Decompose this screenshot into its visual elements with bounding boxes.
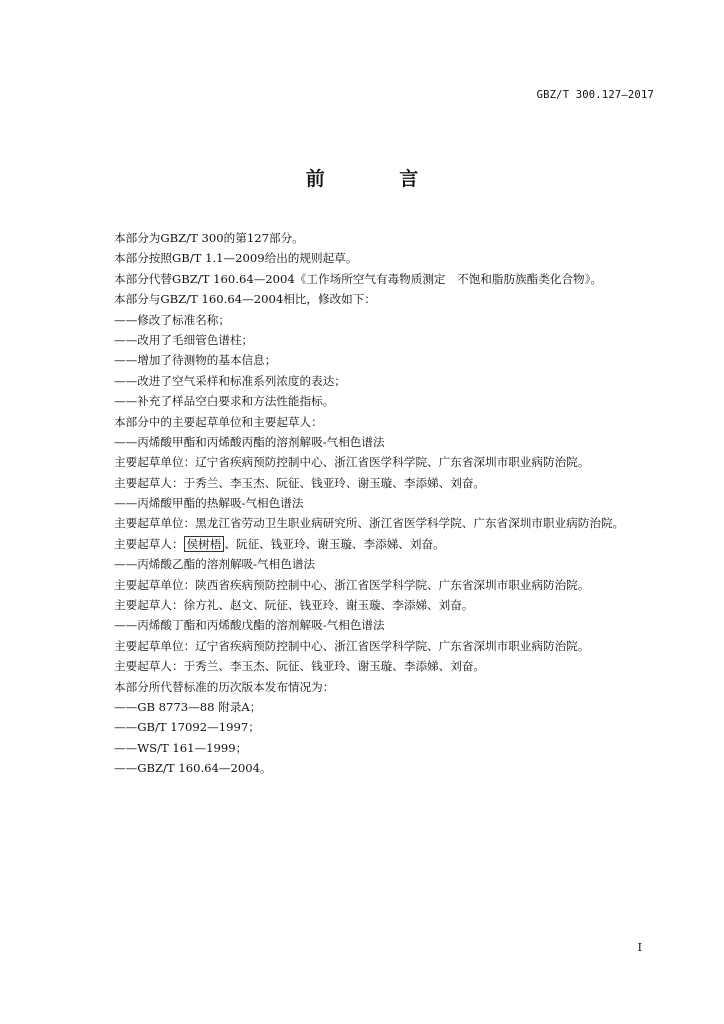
- body-line: 本部分代替GBZ/T 160.64—2004《工作场所空气有毒物质测定 不饱和脂肪族酯类化合物》。: [114, 271, 603, 286]
- drafting-units: 主要起草单位：辽宁省疾病预防控制中心、浙江省医学科学院、广东省深圳市职业病防治院。: [114, 638, 590, 653]
- drafters: 主要起草人：于秀兰、李玉杰、阮征、钱亚玲、谢玉璇、李添娣、刘奋。: [114, 475, 486, 490]
- drafting-units: 主要起草单位：陕西省疾病预防控制中心、浙江省医学科学院、广东省深圳市职业病防治院。: [114, 577, 590, 592]
- body-line: 本部分所代替标准的历次版本发布情况为：: [114, 679, 335, 694]
- list-item: ——GB/T 17092—1997；: [114, 720, 260, 735]
- body-line: 本部分为GBZ/T 300的第127部分。: [114, 231, 304, 245]
- boxed-drafter-name: 侯树梧: [184, 536, 225, 552]
- method-heading: ——丙烯酸甲酯的热解吸-气相色谱法: [114, 496, 304, 511]
- body-line: 本部分与GBZ/T 160.64—2004相比，修改如下：: [114, 292, 376, 307]
- drafters: 主要起草人：于秀兰、李玉杰、阮征、钱亚玲、谢玉璇、李添娣、刘奋。: [114, 659, 486, 674]
- list-item: ——GBZ/T 160.64—2004。: [114, 761, 272, 776]
- method-heading: ——丙烯酸乙酯的溶剂解吸-气相色谱法: [114, 557, 316, 572]
- list-item: ——增加了待测物的基本信息；: [114, 353, 277, 368]
- page-number: I: [637, 941, 642, 954]
- body-line: 本部分按照GB/T 1.1—2009给出的规则起草。: [114, 251, 358, 266]
- drafting-units: 主要起草单位：辽宁省疾病预防控制中心、浙江省医学科学院、广东省深圳市职业病防治院。: [114, 455, 590, 470]
- page-title: 前 言: [305, 168, 453, 190]
- list-item: ——补充了样品空白要求和方法性能指标。: [114, 394, 335, 409]
- list-item: ——GB 8773—88 附录A；: [114, 699, 262, 714]
- drafters: 主要起草人：徐方礼、赵文、阮征、钱亚玲、谢玉璇、李添娣、刘奋。: [114, 598, 474, 613]
- list-item: ——WS/T 161—1999；: [114, 740, 248, 755]
- drafters-rest: 、阮征、钱亚玲、谢玉璇、李添娣、刘奋。: [224, 536, 445, 551]
- standard-code: GBZ/T 300.127—2017: [536, 89, 654, 101]
- method-heading: ——丙烯酸丁酯和丙烯酸戊酯的溶剂解吸-气相色谱法: [114, 618, 385, 633]
- drafters-label: 主要起草人：: [114, 536, 184, 551]
- list-item: ——改进了空气采样和标准系列浓度的表达；: [114, 373, 346, 388]
- drafters: [114, 534, 674, 554]
- list-item: ——改用了毛细管色谱柱；: [114, 332, 254, 347]
- drafting-units: 主要起草单位：黑龙江省劳动卫生职业病研究所、浙江省医学科学院、广东省深圳市职业病防治院。: [114, 516, 625, 531]
- foreword-body: [114, 228, 674, 779]
- list-item: ——修改了标准名称；: [114, 312, 230, 327]
- method-heading: ——丙烯酸甲酯和丙烯酸丙酯的溶剂解吸-气相色谱法: [114, 434, 385, 449]
- body-line: 本部分中的主要起草单位和主要起草人：: [114, 414, 323, 429]
